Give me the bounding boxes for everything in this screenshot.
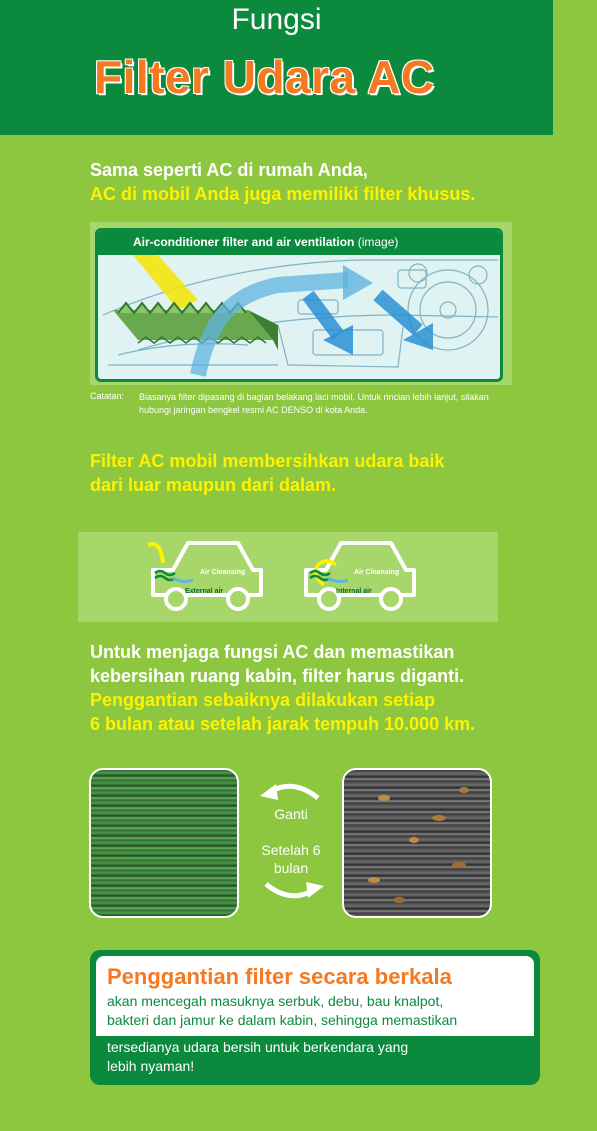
figure-title-light: (image) (354, 235, 399, 249)
car2-cleansing-label: Air Cleansing (354, 569, 400, 576)
header-subtitle: Fungsi (231, 3, 322, 36)
cleans-line-2: dari luar maupun dari dalam. (90, 475, 337, 495)
replace-line-3: Penggantian sebaiknya dilakukan setiap (90, 690, 436, 710)
note-label: Catatan: (90, 391, 125, 401)
ac-filter-illustration (95, 228, 503, 382)
debris-overlay (344, 770, 490, 916)
swap-label-ganti: Ganti (274, 806, 308, 822)
dashboard-illustration (98, 255, 500, 379)
swap-label-after-a: Setelah 6 (261, 842, 321, 858)
airflow-arrow-1 (343, 265, 373, 300)
callout-title: Penggantian filter secara berkala (107, 964, 452, 989)
callout-sub-line-2: bakteri dan jamur ke dalam kabin, sehingga memastikan (107, 1012, 458, 1028)
airflow-arrow-3 (378, 295, 418, 330)
header-title: Filter Udara AC (94, 51, 435, 103)
swap-arrow-right-icon (258, 876, 328, 906)
callout-box (90, 950, 540, 1085)
figure-title-bar (98, 231, 500, 255)
car-diagram-panel (78, 532, 498, 622)
callout-subtext (107, 992, 532, 1030)
replace-line-4: 6 bulan atau setelah jarak tempuh 10.000 km. (90, 714, 476, 734)
replace-line-1: Untuk menjaga fungsi AC dan memastikan (90, 642, 455, 662)
callout-bottom-line-1: tersedianya udara bersih untuk berkendara yang (107, 1039, 409, 1055)
car1-source-label: External air (185, 588, 224, 595)
airflow-arrow-2 (308, 295, 338, 335)
intro-line-1: Sama seperti AC di rumah Anda, (90, 160, 368, 180)
dirty-filter-photo (342, 768, 492, 918)
header-banner (0, 0, 553, 135)
car2-source-label: Internal air (336, 588, 372, 595)
note-text: Biasanya filter dipasang di bagian belakang laci mobil. Untuk rincian lebih lanjut, silakan hubungi jaringan bengkel resmi AC DENSO di kota Anda. (139, 392, 489, 415)
intro-line-2: AC di mobil Anda juga memiliki filter khusus. (90, 184, 476, 204)
light-beam (133, 255, 198, 310)
callout-bottom-text (107, 1038, 527, 1076)
filter-element (113, 303, 278, 350)
replace-line-2: kebersihan ruang kabin, filter harus diganti. (90, 666, 465, 686)
callout-sub-line-1: akan mencegah masuknya serbuk, debu, bau knalpot, (107, 993, 444, 1009)
figure-title-bold: Air-conditioner filter and air ventilation (133, 235, 355, 249)
swap-arrow-left-icon (258, 778, 328, 808)
ac-filter-figure (90, 222, 512, 385)
callout-bottom-line-2: lebih nyaman! (107, 1058, 195, 1074)
car1-cleansing-label: Air Cleansing (200, 569, 246, 576)
cleans-line-1: Filter AC mobil membersihkan udara baik (90, 451, 445, 471)
clean-filter-photo (89, 768, 239, 918)
figure-title (133, 235, 398, 249)
callout-white-section (96, 956, 534, 1036)
swap-label-after-b: bulan (273, 860, 309, 876)
